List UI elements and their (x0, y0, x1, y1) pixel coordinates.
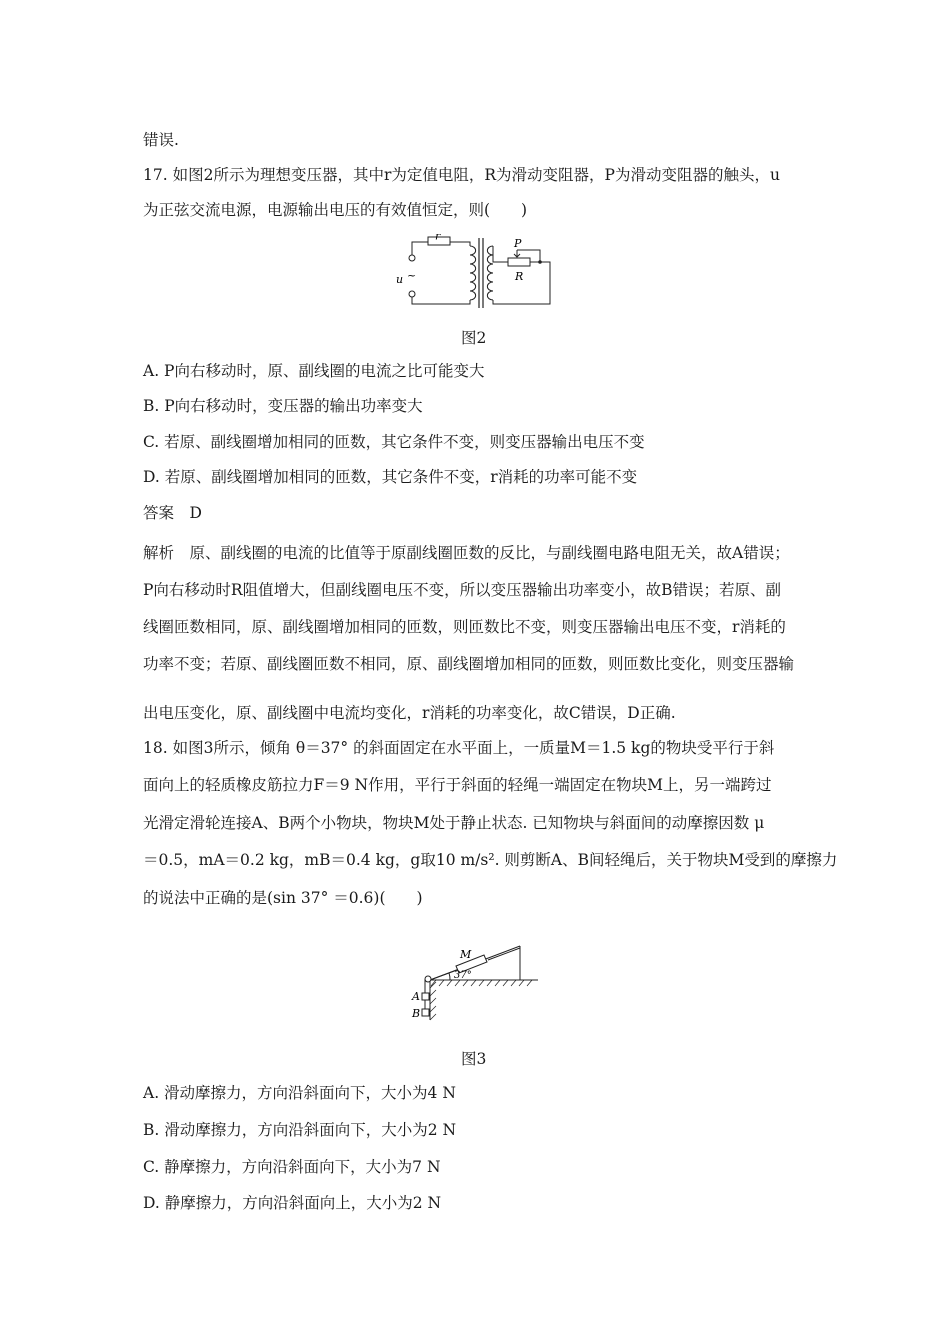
q18-stem-line-4: ＝0.5，mA＝0.2 kg，mB＝0.4 kg，g取10 m/s². 则剪断A、B间轻绳后，关于物块M受到的摩擦力 (143, 851, 838, 869)
q18-stem-line-1: 18. 如图3所示，倾角 θ＝37° 的斜面固定在水平面上，一质量M＝1.5 kg的物块受平行于斜 (143, 739, 775, 757)
figure-3-incline-diagram (408, 938, 548, 1028)
label-A: A (412, 990, 420, 1003)
q17-analysis-line-3: 线圈匝数相同，原、副线圈增加相同的匝数，则匝数比不变，则变压器输出电压不变，r消耗的 (143, 618, 786, 636)
q18-stem-line-3: 光滑定滑轮连接A、B两个小物块，物块M处于静止状态. 已知物块与斜面间的动摩擦因数 μ (143, 814, 765, 832)
label-P: P (514, 237, 522, 250)
q17-option-d: D. 若原、副线圈增加相同的匝数，其它条件不变，r消耗的功率可能不变 (143, 468, 638, 486)
q17-stem-line-2: 为正弦交流电源，电源输出电压的有效值恒定，则( ) (143, 201, 528, 219)
q17-option-a: A. P向右移动时，原、副线圈的电流之比可能变大 (143, 362, 485, 380)
label-u: u (396, 273, 404, 286)
label-r: r (435, 234, 441, 243)
label-R: R (515, 270, 524, 283)
q18-stem-line-5: 的说法中正确的是(sin 37° ＝0.6)( ) (143, 889, 423, 907)
q17-analysis-line-1: 解析 原、副线圈的电流的比值等于原副线圈匝数的反比，与副线圈电路电阻无关，故A错误； (143, 544, 790, 562)
q17-analysis-line-4: 功率不变；若原、副线圈匝数不相同，原、副线圈增加相同的匝数，则匝数比变化，则变压器输 (143, 655, 795, 673)
label-angle: 37° (454, 970, 472, 981)
q18-option-a: A. 滑动摩擦力，方向沿斜面向下，大小为4 N (143, 1084, 456, 1102)
q17-answer: 答案 D (143, 504, 202, 522)
q17-analysis-line-2: P向右移动时R阻值增大，但副线圈电压不变，所以变压器输出功率变小，故B错误；若原、副 (143, 581, 781, 599)
label-M: M (460, 948, 472, 961)
q18-option-c: C. 静摩擦力，方向沿斜面向下，大小为7 N (143, 1158, 441, 1176)
figure-3-caption: 图3 (461, 1050, 487, 1068)
q18-option-d: D. 静摩擦力，方向沿斜面向上，大小为2 N (143, 1194, 442, 1212)
q17-stem-line-1: 17. 如图2所示为理想变压器，其中r为定值电阻，R为滑动变阻器，P为滑动变阻器的触头，u (143, 166, 780, 184)
q17-option-c: C. 若原、副线圈增加相同的匝数，其它条件不变，则变压器输出电压不变 (143, 433, 645, 451)
figure-2-caption: 图2 (461, 329, 487, 347)
label-B: B (412, 1007, 421, 1020)
figure-2-transformer-circuit (390, 234, 565, 312)
junction-dot (538, 260, 542, 264)
ac-source-symbol: ~ (407, 269, 417, 282)
q18-option-b: B. 滑动摩擦力，方向沿斜面向下，大小为2 N (143, 1121, 457, 1139)
q18-stem-line-2: 面向上的轻质橡皮筋拉力F＝9 N作用，平行于斜面的轻绳一端固定在物块M上，另一端跨过 (143, 776, 772, 794)
q17-analysis-line-5: 出电压变化，原、副线圈中电流均变化，r消耗的功率变化，故C错误，D正确. (143, 704, 676, 722)
previous-answer-fragment: 错误. (143, 131, 179, 149)
q17-option-b: B. P向右移动时，变压器的输出功率变大 (143, 397, 423, 415)
